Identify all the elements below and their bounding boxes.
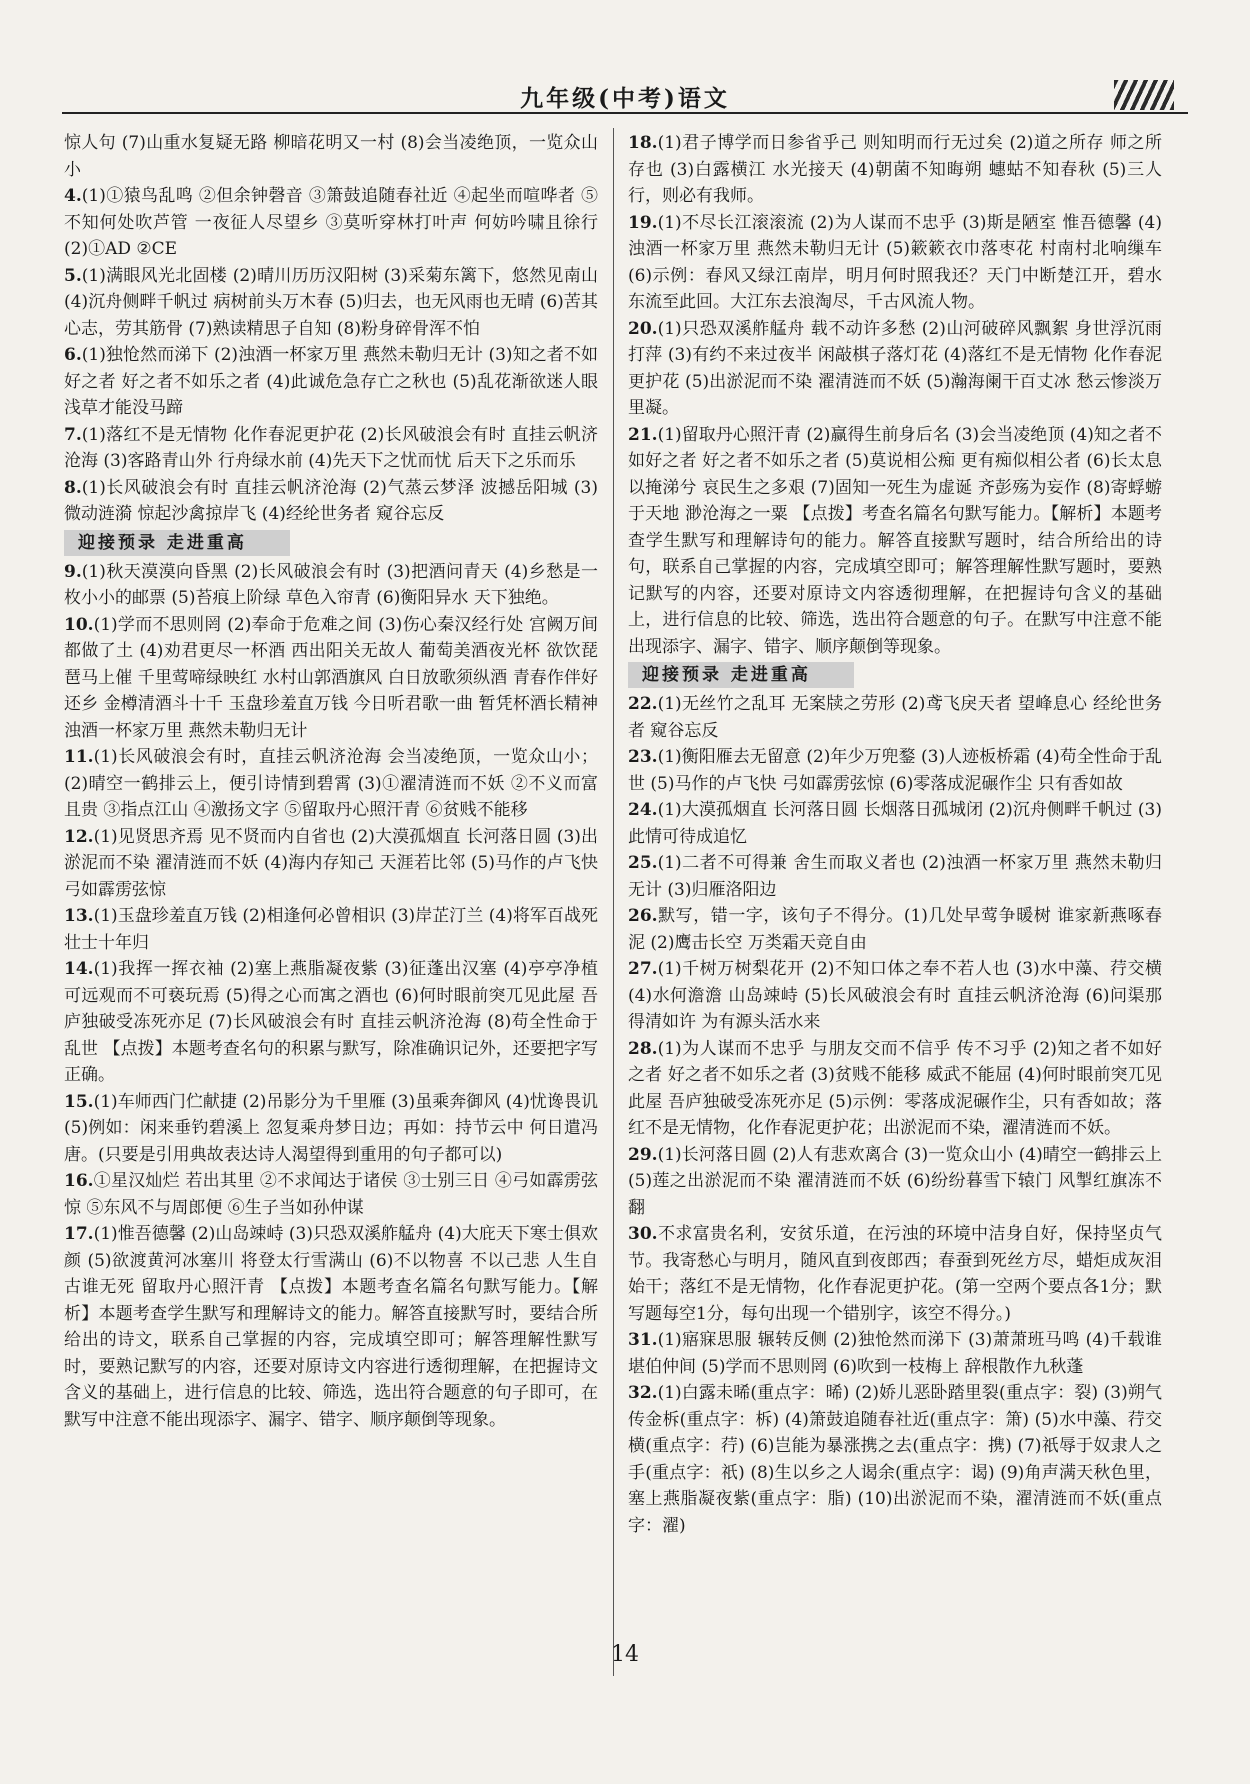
answer-number: 15. <box>64 1091 94 1112</box>
answer-number: 26. <box>628 906 658 926</box>
column-divider <box>613 128 614 1676</box>
answer-text: (1)学而不思则罔 (2)奉命于危难之间 (3)伤心秦汉经行处 宫阙万间都做了土 (4)劝君更尽一杯酒 西出阳关无故人 葡萄美酒夜光杯 欲饮琵琶马上催 千里莺啼绿映红 水村山郭酒旗风 白日放歌须纵酒 青春作伴好还乡 金樽清酒斗十千 玉盘珍羞直万钱 今日听君歌一曲 暂凭杯酒长精神 浊酒一杯家万里 燕然未勒归无计 <box>64 614 598 741</box>
answer-number: 5. <box>64 265 82 286</box>
answer-item <box>628 956 1162 1036</box>
answer-number: 17. <box>64 1224 94 1244</box>
answer-text: (1)千树万树梨花开 (2)不知口体之奉不若人也 (3)水中藻、荇交横 (4)水何澹澹 山岛竦峙 (5)长风破浪会有时 直挂云帆济沧海 (6)问渠那得清如许 为有源头活水来 <box>628 959 1162 1032</box>
answer-number: 13. <box>64 906 94 926</box>
answer-item <box>64 612 598 745</box>
answer-text: (1)寤寐思服 辗转反侧 (2)独怆然而涕下 (3)萧萧班马鸣 (4)千载谁堪伯仲间 (5)学而不思则罔 (6)吹到一枝梅上 辞根散作九秋蓬 <box>628 1330 1162 1377</box>
answer-text: (1)见贤思齐焉 见不贤而内自省也 (2)大漠孤烟直 长河落日圆 (3)出淤泥而不染 濯清涟而不妖 (4)海内存知己 天涯若比邻 (5)马作的卢飞快 弓如霹雳弦惊 <box>64 826 598 900</box>
answer-text: 惊人句 (7)山重水复疑无路 柳暗花明又一村 (8)会当凌绝顶，一览众山小 <box>64 133 598 180</box>
answer-item <box>64 263 598 343</box>
answer-item <box>64 1168 598 1221</box>
answer-text: (1)秋天漠漠向昏黑 (2)长风破浪会有时 (3)把酒问青天 (4)乡愁是一枚小小的邮票 (5)苔痕上阶绿 草色入帘青 (6)衡阳异水 天下独绝。 <box>64 561 598 608</box>
answer-item <box>64 183 598 263</box>
answer-item <box>64 1089 598 1169</box>
answer-text: (1)无丝竹之乱耳 无案牍之劳形 (2)鸢飞戾天者 望峰息心 经纶世务者 窥谷忘反 <box>628 694 1162 741</box>
answer-number: 8. <box>64 477 82 498</box>
right-column <box>628 130 1162 1674</box>
answer-text: (1)只恐双溪舴艋舟 载不动许多愁 (2)山河破碎风飘絮 身世浮沉雨打萍 (3)有约不来过夜半 闲敲棋子落灯花 (4)落红不是无情物 化作春泥更护花 (5)出淤泥而不染 濯清涟而不妖 (5)瀚海阑干百丈冰 愁云惨淡万里凝。 <box>628 318 1162 418</box>
answer-item <box>64 824 598 904</box>
answer-text: (1)衡阳雁去无留意 (2)年少万兜鍪 (3)人迹板桥霜 (4)苟全性命于乱世 (5)马作的卢飞快 弓如霹雳弦惊 (6)零落成泥碾作尘 只有香如故 <box>628 747 1162 794</box>
answer-item <box>64 342 598 422</box>
answer-number: 4. <box>64 186 82 206</box>
answer-number: 22. <box>628 694 658 714</box>
answer-number: 21. <box>628 424 658 445</box>
answer-number: 14. <box>64 959 94 979</box>
left-column <box>64 130 598 1674</box>
answer-number: 20. <box>628 318 658 339</box>
answer-text: (1)独怆然而涕下 (2)浊酒一杯家万里 燕然未勒归无计 (3)知之者不如好之者 好之者不如乐之者 (4)此诚危急存亡之秋也 (5)乱花渐欲迷人眼 浅草才能没马蹄 <box>64 345 598 418</box>
answer-text: (1)①猿鸟乱鸣 ②但余钟磬音 ③箫鼓追随春社近 ④起坐而喧哗者 ⑤不知何处吹芦管 一夜征人尽望乡 ③莫听穿林打叶声 何妨吟啸且徐行 (2)①AD ②CE <box>64 186 598 259</box>
answer-text: (1)留取丹心照汗青 (2)赢得生前身后名 (3)会当凌绝顶 (4)知之者不如好之者 好之者不如乐之者 (5)莫说相公痴 更有痴似相公者 (6)长太息以掩涕兮 哀民生之多艰 (7)固知一死生为虚诞 齐彭殇为妄作 (8)寄蜉蝣于天地 渺沧海之一粟 【点拨】考查名篇名句默写能力。【解析】本题考查学生默写和理解诗句的能力。解答直接默写题时，结合所给出的诗句，联系自己掌握的内容，完成填空即可；解答理解性默写题时，要熟记默写的内容，还要对原诗文内容透彻理解，在把握诗句含义的基础上，进行信息的比较、筛选，选出符合题意的句子。在默写中注意不能出现添字、漏字、错字、顺序颠倒等现象。 <box>628 424 1162 657</box>
answer-item <box>64 903 598 956</box>
answer-item <box>628 422 1162 661</box>
answer-item <box>628 1380 1162 1539</box>
answer-number: 29. <box>628 1144 658 1165</box>
answer-item <box>628 210 1162 316</box>
page-header <box>62 78 1188 114</box>
answer-number: 23. <box>628 747 658 767</box>
answer-item <box>628 130 1162 210</box>
answer-item <box>64 1221 598 1433</box>
answer-text: 默写，错一字，该句子不得分。(1)几处早莺争暖树 谁家新燕啄春泥 (2)鹰击长空 万类霜天竞自由 <box>628 906 1162 953</box>
answer-item <box>628 316 1162 422</box>
answer-item <box>628 744 1162 797</box>
answer-text: (1)满眼风光北固楼 (2)晴川历历汉阳树 (3)采菊东篱下，悠然见南山 (4)沉舟侧畔千帆过 病树前头万木春 (5)归去，也无风雨也无晴 (6)苦其心志，劳其筋骨 (7)熟读精思子自知 (8)粉身碎骨浑不怕 <box>64 265 598 339</box>
page-title: 九年级(中考)语文 <box>520 85 730 112</box>
answer-text: (1)君子博学而日参省乎己 则知明而行无过矣 (2)道之所存 师之所存也 (3)白露横江 水光接天 (4)朝菌不知晦朔 蟪蛄不知春秋 (5)三人行，则必有我师。 <box>628 133 1162 206</box>
answer-number: 12. <box>64 826 94 847</box>
section-heading: 迎接预录 走进重高 <box>64 530 290 556</box>
answer-text: (1)大漠孤烟直 长河落日圆 长烟落日孤城闭 (2)沉舟侧畔千帆过 (3)此情可待成追忆 <box>628 800 1162 847</box>
answer-text: ①星汉灿烂 若出其里 ②不求闻达于诸侯 ③士别三日 ④弓如霹雳弦惊 ⑤东风不与周郎便 ⑥生子当如孙仲谋 <box>64 1171 598 1218</box>
section-heading: 迎接预录 走进重高 <box>628 662 854 688</box>
answer-text: 不求富贵名利，安贫乐道，在污浊的环境中洁身自好，保持坚贞气节。我寄愁心与明月，随风直到夜郎西；春蚕到死丝方尽，蜡炬成灰泪始干；落红不是无情物，化作春泥更护花。(第一空两个要点各1分；默写题每空1分，每句出现一个错别字，该空不得分。) <box>628 1224 1162 1324</box>
answer-number: 10. <box>64 614 94 635</box>
answer-item <box>64 422 598 475</box>
answer-item <box>628 850 1162 903</box>
answer-number: 19. <box>628 212 658 233</box>
answer-text: (1)车师西门伫献捷 (2)吊影分为千里雁 (3)虽乘奔御风 (4)忧谗畏讥 (5)例如：闲来垂钓碧溪上 忽复乘舟梦日边；再如：持节云中 何日遣冯唐。(只要是引用典故表达诗人渴望得到重用的句子都可以) <box>64 1091 598 1165</box>
answer-number: 7. <box>64 424 82 445</box>
answer-item <box>628 691 1162 744</box>
answer-text: (1)长风破浪会有时，直挂云帆济沧海 会当凌绝顶，一览众山小；(2)晴空一鹤排云上，便引诗情到碧霄 (3)①濯清涟而不妖 ②不义而富且贵 ③指点江山 ④激扬文字 ⑤留取丹心照汗青 ⑥贫贱不能移 <box>64 747 598 820</box>
answer-item <box>64 956 598 1089</box>
answer-item <box>628 1221 1162 1327</box>
answer-item <box>64 559 598 612</box>
answer-number: 28. <box>628 1038 658 1059</box>
answer-text: (1)为人谋而不忠乎 与朋友交而不信乎 传不习乎 (2)知之者不如好之者 好之者不如乐之者 (3)贫贱不能移 威武不能屈 (4)何时眼前突兀见此屋 吾庐独破受冻死亦足 (5)示例：零落成泥碾作尘，只有香如故；落红不是无情物，化作春泥更护花；出淤泥而不染，濯清涟而不妖。 <box>628 1038 1162 1138</box>
answer-text: (1)落红不是无情物 化作春泥更护花 (2)长风破浪会有时 直挂云帆济沧海 (3)客路青山外 行舟绿水前 (4)先天下之忧而忧 后天下之乐而乐 <box>64 424 598 471</box>
answer-text: (1)我挥一挥衣袖 (2)塞上燕脂凝夜紫 (3)征蓬出汉塞 (4)亭亭净植 可远观而不可亵玩焉 (5)得之心而寓之酒也 (6)何时眼前突兀见此屋 吾庐独破受冻死亦足 (7)长风破浪会有时 直挂云帆济沧海 (8)苟全性命于乱世 【点拨】本题考查名句的积累与默写，除准确识记外，还要把字写正确。 <box>64 959 598 1085</box>
header-stripes-decoration <box>1114 80 1174 110</box>
answer-number: 9. <box>64 561 82 582</box>
answer-text: (1)二者不可得兼 舍生而取义者也 (2)浊酒一杯家万里 燕然未勒归无计 (3)归雁洛阳边 <box>628 853 1162 900</box>
answer-text: (1)长河落日圆 (2)人有悲欢离合 (3)一览众山小 (4)晴空一鹤排云上 (5)莲之出淤泥而不染 濯清涟而不妖 (6)纷纷暮雪下辕门 风掣红旗冻不翻 <box>628 1144 1162 1218</box>
answer-item <box>628 1327 1162 1380</box>
answer-number: 16. <box>64 1171 94 1191</box>
answer-item <box>64 744 598 824</box>
answer-number: 27. <box>628 959 658 979</box>
answer-item <box>628 1036 1162 1142</box>
answer-number: 11. <box>64 747 94 767</box>
answer-text: (1)惟吾德馨 (2)山岛竦峙 (3)只恐双溪舴艋舟 (4)大庇天下寒士俱欢颜 (5)欲渡黄河冰塞川 将登太行雪满山 (6)不以物喜 不以己悲 人生自古谁无死 留取丹心照汗青 【点拨】本题考查名篇名句默写能力。【解析】本题考查学生默写和理解诗文的能力。解答直接默写时，要结合所给出的诗文，联系自己掌握的内容，完成填空即可；解答理解性默写时，要熟记默写的内容，还要对原诗文内容进行透彻理解，在把握诗文含义的基础上，进行信息的比较、筛选，选出符合题意的句子即可，在默写中注意不能出现添字、漏字、错字、顺序颠倒等现象。 <box>64 1224 598 1430</box>
answer-number: 6. <box>64 345 82 365</box>
answer-number: 30. <box>628 1224 658 1244</box>
answer-item <box>64 475 598 528</box>
answer-item <box>628 797 1162 850</box>
page-number: 14 <box>611 1642 639 1667</box>
answer-item <box>628 903 1162 956</box>
answer-text: (1)白露未晞(重点字：晞) (2)娇儿恶卧踏里裂(重点字：裂) (3)朔气传金柝(重点字：柝) (4)箫鼓追随春社近(重点字：箫) (5)水中藻、荇交横(重点字：荇) (6)岂能为暴涨携之去(重点字：携) (7)祇辱于奴隶人之手(重点字：祇) (8)生以乡之人谒余(重点字：谒) (9)角声满天秋色里，塞上燕脂凝夜紫(重点字：脂) (10)出淤泥而不染，濯清涟而不妖(重点字：濯) <box>628 1383 1162 1536</box>
answer-text: (1)不尽长江滚滚流 (2)为人谋而不忠乎 (3)斯是陋室 惟吾德馨 (4)浊酒一杯家万里 燕然未勒归无计 (5)簌簌衣巾落枣花 村南村北响缫车 (6)示例：春风又绿江南岸，明月何时照我还？天门中断楚江开，碧水东流至此回。大江东去浪淘尽，千古风流人物。 <box>628 212 1162 312</box>
answer-text: (1)长风破浪会有时 直挂云帆济沧海 (2)气蒸云梦泽 波撼岳阳城 (3)微动涟漪 惊起沙禽掠岸飞 (4)经纶世务者 窥谷忘反 <box>64 477 598 524</box>
answer-number: 31. <box>628 1330 658 1350</box>
answer-number: 32. <box>628 1383 658 1403</box>
answer-text: (1)玉盘珍羞直万钱 (2)相逢何必曾相识 (3)岸芷汀兰 (4)将军百战死 壮士十年归 <box>64 906 598 953</box>
answer-item <box>628 1142 1162 1222</box>
answer-number: 25. <box>628 853 658 873</box>
answer-number: 24. <box>628 800 658 820</box>
answer-item <box>64 130 598 183</box>
answer-number: 18. <box>628 133 658 153</box>
